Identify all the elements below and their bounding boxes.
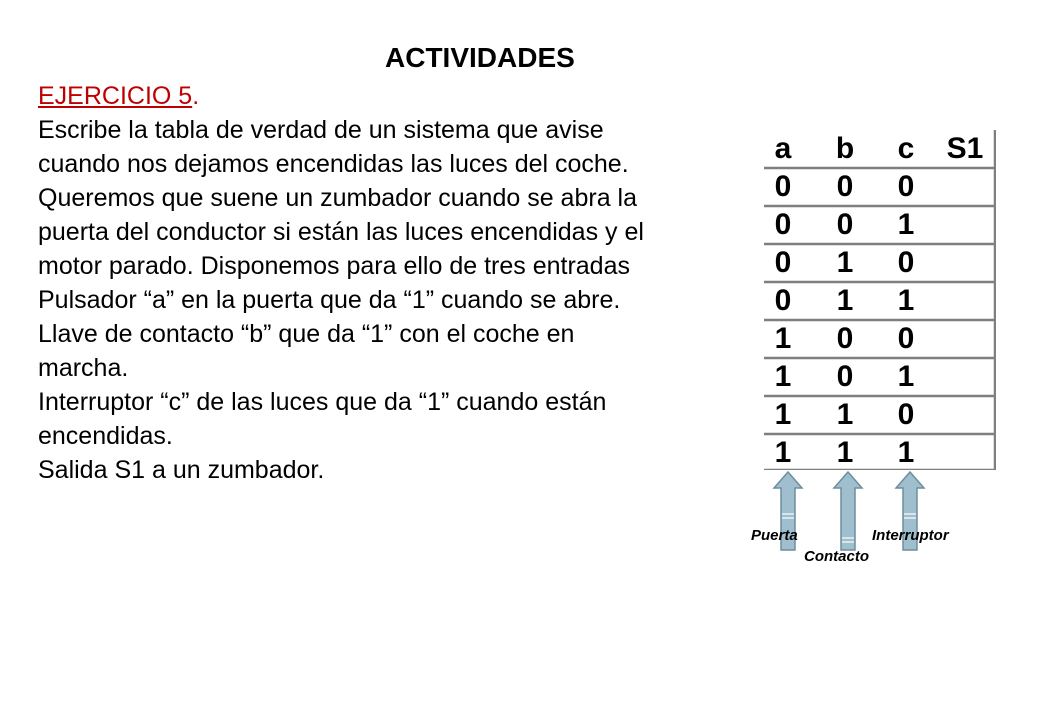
output-description: Salida S1 a un zumbador. xyxy=(38,456,325,484)
table-cell: 1 xyxy=(836,398,854,431)
table-cell: 0 xyxy=(836,322,854,355)
table-cell: 0 xyxy=(774,246,792,279)
input-b-description: Llave de contacto “b” que da “1” con el coche en marcha. xyxy=(38,320,575,382)
table-header-b: b xyxy=(835,132,855,165)
table-cell: 0 xyxy=(836,170,854,203)
table-cell: 0 xyxy=(774,208,792,241)
exercise-label-suffix: . xyxy=(192,82,200,110)
table-header-a: a xyxy=(774,132,792,165)
table-cell: 1 xyxy=(774,398,792,431)
truth-table xyxy=(764,130,996,470)
table-cell: 1 xyxy=(897,360,915,393)
table-cell: 1 xyxy=(897,284,915,317)
input-a-description: Pulsador “a” en la puerta que da “1” cuando se abre. xyxy=(38,286,621,314)
label-contacto: Contacto xyxy=(804,548,869,565)
table-cell: 0 xyxy=(836,208,854,241)
label-interruptor: Interruptor xyxy=(872,527,949,544)
table-cell: 0 xyxy=(774,284,792,317)
table-cell: 0 xyxy=(897,170,915,203)
table-cell: 1 xyxy=(774,322,792,355)
table-cell: 1 xyxy=(836,284,854,317)
page-title: ACTIVIDADES xyxy=(385,42,575,73)
table-cell: 1 xyxy=(897,436,915,469)
table-cell: 1 xyxy=(836,246,854,279)
table-cell: 1 xyxy=(836,436,854,469)
statement-paragraph: Escribe la tabla de verdad de un sistema que avise cuando nos dejamos encendidas las luces del coche. Queremos que suene un zumbador cuando se abra la puerta del conductor si están las luces encendidas y el motor parado. Disponemos para ello de tres entradas xyxy=(38,116,644,280)
input-c-description: Interruptor “c” de las luces que da “1” cuando están encendidas. xyxy=(38,388,607,450)
table-cell: 0 xyxy=(897,246,915,279)
exercise-heading xyxy=(38,80,658,113)
label-puerta: Puerta xyxy=(751,527,798,544)
exercise-label: EJERCICIO 5 xyxy=(38,82,193,110)
table-cell: 0 xyxy=(836,360,854,393)
table-cell: 1 xyxy=(774,436,792,469)
table-cell: 0 xyxy=(897,398,915,431)
table-cell: 1 xyxy=(897,208,915,241)
table-cell: 1 xyxy=(774,360,792,393)
table-cell: 0 xyxy=(774,170,792,203)
exercise-statement xyxy=(38,113,648,487)
table-header-c: c xyxy=(897,132,915,165)
table-header-s1: S1 xyxy=(946,132,984,165)
table-cell: 0 xyxy=(897,322,915,355)
